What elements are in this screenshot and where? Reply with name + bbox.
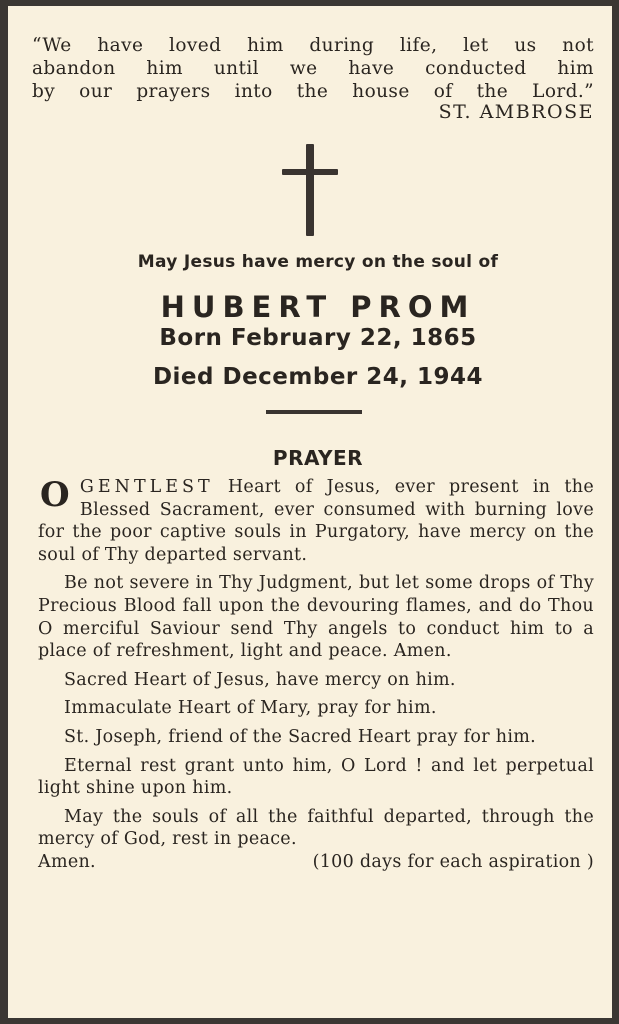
quote-block — [32, 34, 594, 123]
quote-line: “We have loved him during life, let us not — [32, 35, 594, 56]
prayer-paragraph: St. Joseph, friend of the Sacred Heart pray for him. — [64, 726, 537, 747]
indulgence-note: (100 days for each aspiration ) — [312, 851, 594, 872]
prayer-paragraph: Sacred Heart of Jesus, have mercy on him. — [64, 669, 456, 690]
amen: Amen. — [38, 851, 96, 872]
mercy-line: May Jesus have mercy on the soul of — [137, 252, 499, 272]
quote-line: by our prayers into the house of the Lord.” — [32, 81, 594, 102]
prayer-paragraph — [38, 806, 594, 851]
prayer-paragraph — [38, 476, 594, 566]
prayer-paragraph: Immaculate Heart of Mary, pray for him. — [64, 698, 437, 719]
divider — [266, 410, 362, 414]
quote-line: abandon him until we have conducted him — [32, 58, 594, 79]
birth-date: Born February 22, 1865 — [159, 325, 477, 351]
cross-icon — [282, 144, 340, 239]
prayer-body — [38, 476, 594, 874]
prayer-title: PRAYER — [272, 446, 364, 470]
prayer-paragraph: Be not severe in Thy Judgment, but let some drops of Thy Precious Blood fall upon the devouring flames, and do Thou O merciful Saviour send Thy angels to conduct him to a place of refreshment, light and peace. Amen. — [38, 573, 594, 662]
deceased-name: HUBERT PROM — [160, 290, 476, 324]
prayer-paragraph: Eternal rest grant unto him, O Lord ! and let perpetual light shine upon him. — [38, 755, 594, 799]
first-word: GENTLEST — [79, 477, 214, 497]
quote — [32, 34, 594, 103]
death-date: Died December 24, 1944 — [152, 364, 484, 390]
closing-line — [38, 851, 594, 874]
paragraph-text: Heart of Jesus, ever present in the Blessed Sacrament, ever consumed with burning love for the poor captive souls in Purgatory, have mercy on the soul of Thy departed servant. — [38, 477, 594, 565]
paragraph-text: May the souls of all the faithful departed, through the mercy of God, rest in peace. — [38, 806, 594, 850]
dropcap: O — [40, 475, 70, 515]
quote-attribution: ST. AMBROSE — [438, 101, 594, 123]
